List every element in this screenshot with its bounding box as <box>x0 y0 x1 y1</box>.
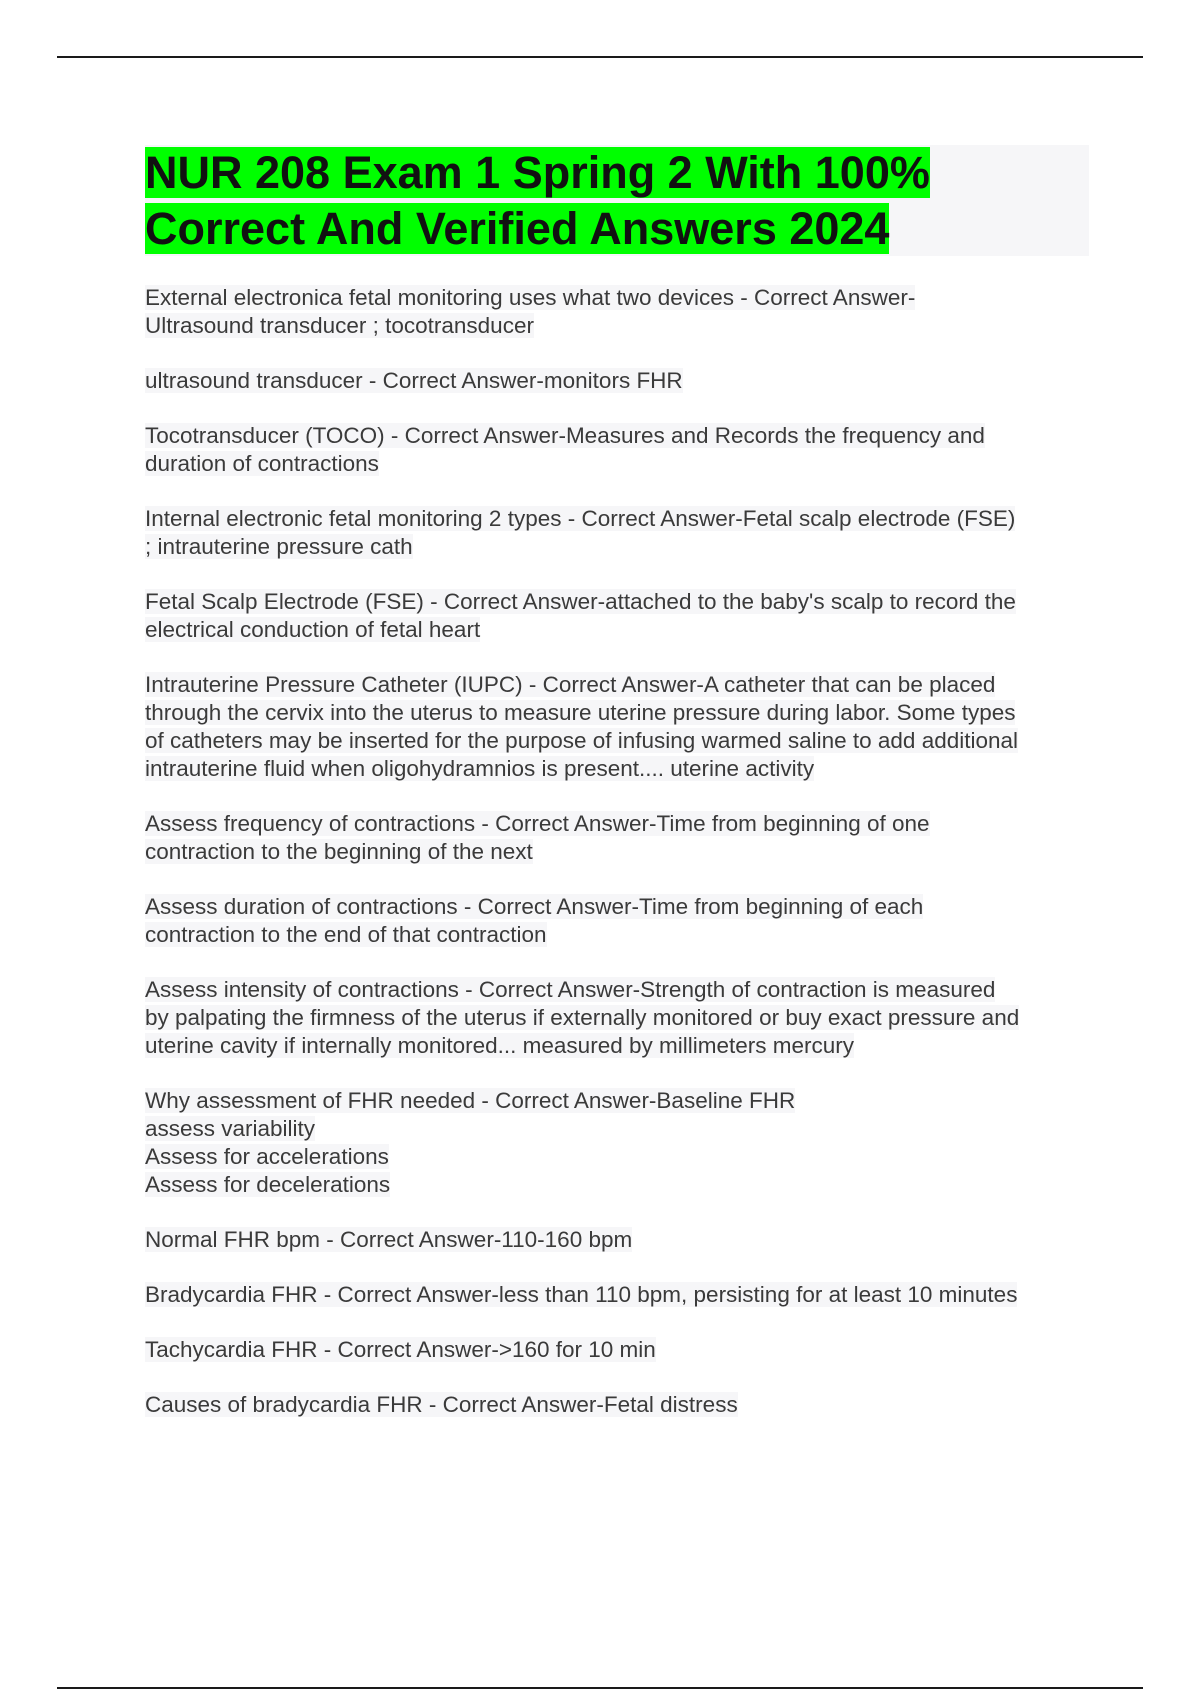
qa-line <box>145 921 1090 949</box>
qa-entry <box>145 505 1090 561</box>
qa-entry <box>145 1336 1090 1364</box>
qa-line <box>145 1032 1090 1060</box>
qa-entry <box>145 588 1090 644</box>
qa-entry <box>145 976 1090 1060</box>
qa-entry <box>145 367 1090 395</box>
qa-line <box>145 505 1090 533</box>
qa-line <box>145 450 1090 478</box>
qa-line <box>145 1004 1090 1032</box>
qa-line-text: Assess duration of contractions - Correct Answer-Time from beginning of each <box>145 894 924 919</box>
qa-line-text: Tachycardia FHR - Correct Answer->160 for 10 min <box>145 1337 656 1362</box>
qa-line-text: Intrauterine Pressure Catheter (IUPC) - Correct Answer-A catheter that can be placed <box>145 672 996 697</box>
qa-line <box>145 1087 1090 1115</box>
qa-line-text: Internal electronic fetal monitoring 2 types - Correct Answer-Fetal scalp electrode (FSE) <box>145 506 1016 531</box>
qa-line <box>145 1115 1090 1143</box>
qa-line <box>145 893 1090 921</box>
qa-line-text: Assess for accelerations <box>145 1144 389 1169</box>
qa-line-text: contraction to the beginning of the next <box>145 839 533 864</box>
qa-entry <box>145 1281 1090 1309</box>
qa-line <box>145 588 1090 616</box>
qa-line <box>145 367 1090 395</box>
qa-line-text: Bradycardia FHR - Correct Answer-less than 110 bpm, persisting for at least 10 minutes <box>145 1282 1018 1307</box>
qa-line <box>145 810 1090 838</box>
qa-line <box>145 1391 1090 1419</box>
qa-line-text: contraction to the end of that contraction <box>145 922 547 947</box>
qa-entry <box>145 422 1090 478</box>
bottom-rule <box>57 1687 1143 1689</box>
qa-line-text: Assess for decelerations <box>145 1172 391 1197</box>
qa-line <box>145 727 1090 755</box>
qa-line <box>145 1281 1090 1309</box>
qa-line <box>145 1143 1090 1171</box>
qa-line-text: uterine cavity if internally monitored... measured by millimeters mercury <box>145 1033 854 1058</box>
qa-line-text: electrical conduction of fetal heart <box>145 617 481 642</box>
qa-line <box>145 533 1090 561</box>
title-block <box>145 145 1089 256</box>
qa-line <box>145 1336 1090 1364</box>
qa-line-text: duration of contractions <box>145 451 379 476</box>
qa-entry <box>145 1391 1090 1419</box>
qa-entry <box>145 1226 1090 1254</box>
qa-line-text: through the cervix into the uterus to measure uterine pressure during labor. Some types <box>145 700 1016 725</box>
qa-line <box>145 838 1090 866</box>
top-rule <box>57 56 1143 58</box>
qa-line <box>145 1171 1090 1199</box>
title-highlight-1: NUR 208 Exam 1 Spring 2 With 100% <box>145 147 930 198</box>
qa-line-text: Normal FHR bpm - Correct Answer-110-160 bpm <box>145 1227 633 1252</box>
qa-line-text: intrauterine fluid when oligohydramnios is present.... uterine activity <box>145 756 815 781</box>
qa-line <box>145 699 1090 727</box>
qa-line-text: assess variability <box>145 1116 316 1141</box>
qa-line-text: Tocotransducer (TOCO) - Correct Answer-Measures and Records the frequency and <box>145 423 985 448</box>
qa-line <box>145 284 1090 312</box>
qa-line-text: ultrasound transducer - Correct Answer-monitors FHR <box>145 368 683 393</box>
title-highlight-2: Correct And Verified Answers 2024 <box>145 203 890 254</box>
qa-line <box>145 671 1090 699</box>
qa-line <box>145 616 1090 644</box>
qa-entry <box>145 1087 1090 1199</box>
qa-entry <box>145 810 1090 866</box>
qa-entry <box>145 284 1090 340</box>
qa-entry <box>145 893 1090 949</box>
qa-line <box>145 976 1090 1004</box>
qa-line-text: ; intrauterine pressure cath <box>145 534 413 559</box>
qa-line <box>145 755 1090 783</box>
qa-entry <box>145 671 1090 783</box>
qa-line-text: External electronica fetal monitoring uses what two devices - Correct Answer- <box>145 285 916 310</box>
qa-line-text: Fetal Scalp Electrode (FSE) - Correct Answer-attached to the baby's scalp to record the <box>145 589 1016 614</box>
qa-line <box>145 1226 1090 1254</box>
qa-line <box>145 422 1090 450</box>
qa-line-text: Assess frequency of contractions - Correct Answer-Time from beginning of one <box>145 811 930 836</box>
page-title <box>145 145 1089 257</box>
qa-list <box>145 284 1090 1446</box>
qa-line-text: Causes of bradycardia FHR - Correct Answer-Fetal distress <box>145 1392 738 1417</box>
qa-line-text: Assess intensity of contractions - Correct Answer-Strength of contraction is measured <box>145 977 996 1002</box>
qa-line-text: Why assessment of FHR needed - Correct Answer-Baseline FHR <box>145 1088 796 1113</box>
qa-line-text: Ultrasound transducer ; tocotransducer <box>145 313 534 338</box>
qa-line-text: of catheters may be inserted for the purpose of infusing warmed saline to add additional <box>145 728 1019 753</box>
qa-line <box>145 312 1090 340</box>
qa-line-text: by palpating the firmness of the uterus if externally monitored or buy exact pressure and <box>145 1005 1020 1030</box>
